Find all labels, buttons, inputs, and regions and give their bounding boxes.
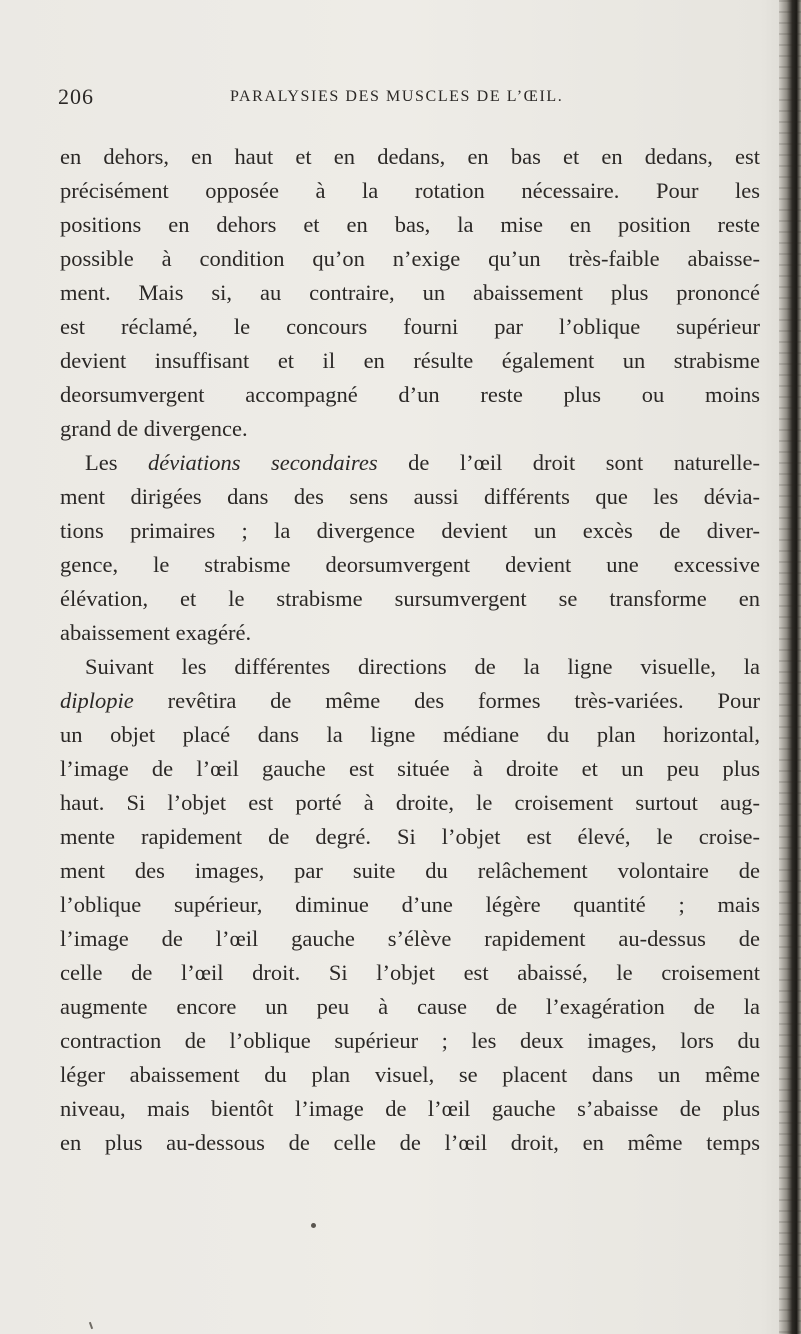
paragraph-start-line: Suivant les différentes directions de la ligne visuelle, la (85, 654, 760, 679)
text-line: en plus au-dessous de celle de l’œil droit, en même temps (60, 1130, 760, 1155)
text-line: l’image de l’œil gauche s’élève rapidement au-dessus de (60, 926, 760, 951)
text-line: contraction de l’oblique supérieur ; les deux images, lors du (60, 1028, 760, 1053)
book-binding-edge (779, 0, 801, 1334)
line-text: revêtira de même des formes très-variées. Pour (133, 688, 760, 713)
text-line: élévation, et le strabisme sursumvergent se transforme en (60, 586, 760, 611)
text-line: léger abaissement du plan visuel, se placent dans un même (60, 1062, 760, 1087)
text-line: un objet placé dans la ligne médiane du plan horizontal, (60, 722, 760, 747)
text-line: devient insuffisant et il en résulte également un strabisme (60, 348, 760, 373)
text-line: tions primaires ; la divergence devient un excès de diver- (60, 518, 760, 543)
text-line: deorsumvergent accompagné d’un reste plus ou moins (60, 382, 760, 407)
italic-term: diplopie (60, 688, 134, 713)
paragraph-start-line (85, 446, 760, 480)
text-line: précisément opposée à la rotation nécessaire. Pour les (60, 178, 760, 203)
text-line (60, 684, 760, 718)
paragraph-end-line: abaissement exagéré. (60, 620, 252, 645)
ink-speck (89, 1322, 93, 1329)
text-line: mente rapidement de degré. Si l’objet est élevé, le croise- (60, 824, 760, 849)
text-line: augmente encore un peu à cause de l’exagération de la (60, 994, 760, 1019)
text-line: ment dirigées dans des sens aussi différents que les dévia- (60, 484, 760, 509)
text-line: possible à condition qu’on n’exige qu’un très-faible abaisse- (60, 246, 760, 271)
text-line: haut. Si l’objet est porté à droite, le croisement surtout aug- (60, 790, 760, 815)
running-head (58, 84, 758, 110)
text-line: ment. Mais si, au contraire, un abaissement plus prononcé (60, 280, 760, 305)
text-line: l’image de l’œil gauche est située à droite et un peu plus (60, 756, 760, 781)
text-line: l’oblique supérieur, diminue d’une légère quantité ; mais (60, 892, 760, 917)
text-line: gence, le strabisme deorsumvergent devient une excessive (60, 552, 760, 577)
text-line: celle de l’œil droit. Si l’objet est abaissé, le croisement (60, 960, 760, 985)
line-text: de l’œil droit sont naturelle- (377, 450, 760, 475)
text-line: ment des images, par suite du relâchement volontaire de (60, 858, 760, 883)
text-line: niveau, mais bientôt l’image de l’œil gauche s’abaisse de plus (60, 1096, 760, 1121)
paragraph-end-line: grand de divergence. (60, 416, 248, 441)
text-line: en dehors, en haut et en dedans, en bas et en dedans, est (60, 144, 760, 169)
text-line: est réclamé, le concours fourni par l’oblique supérieur (60, 314, 760, 339)
italic-term: déviations secondaires (147, 450, 378, 475)
running-title: PARALYSIES DES MUSCLES DE L’ŒIL. (230, 88, 564, 105)
ink-speck (311, 1223, 316, 1228)
line-text: Les (85, 450, 148, 475)
text-line: positions en dehors et en bas, la mise en position reste (60, 212, 760, 237)
page-number: 206 (58, 84, 94, 109)
